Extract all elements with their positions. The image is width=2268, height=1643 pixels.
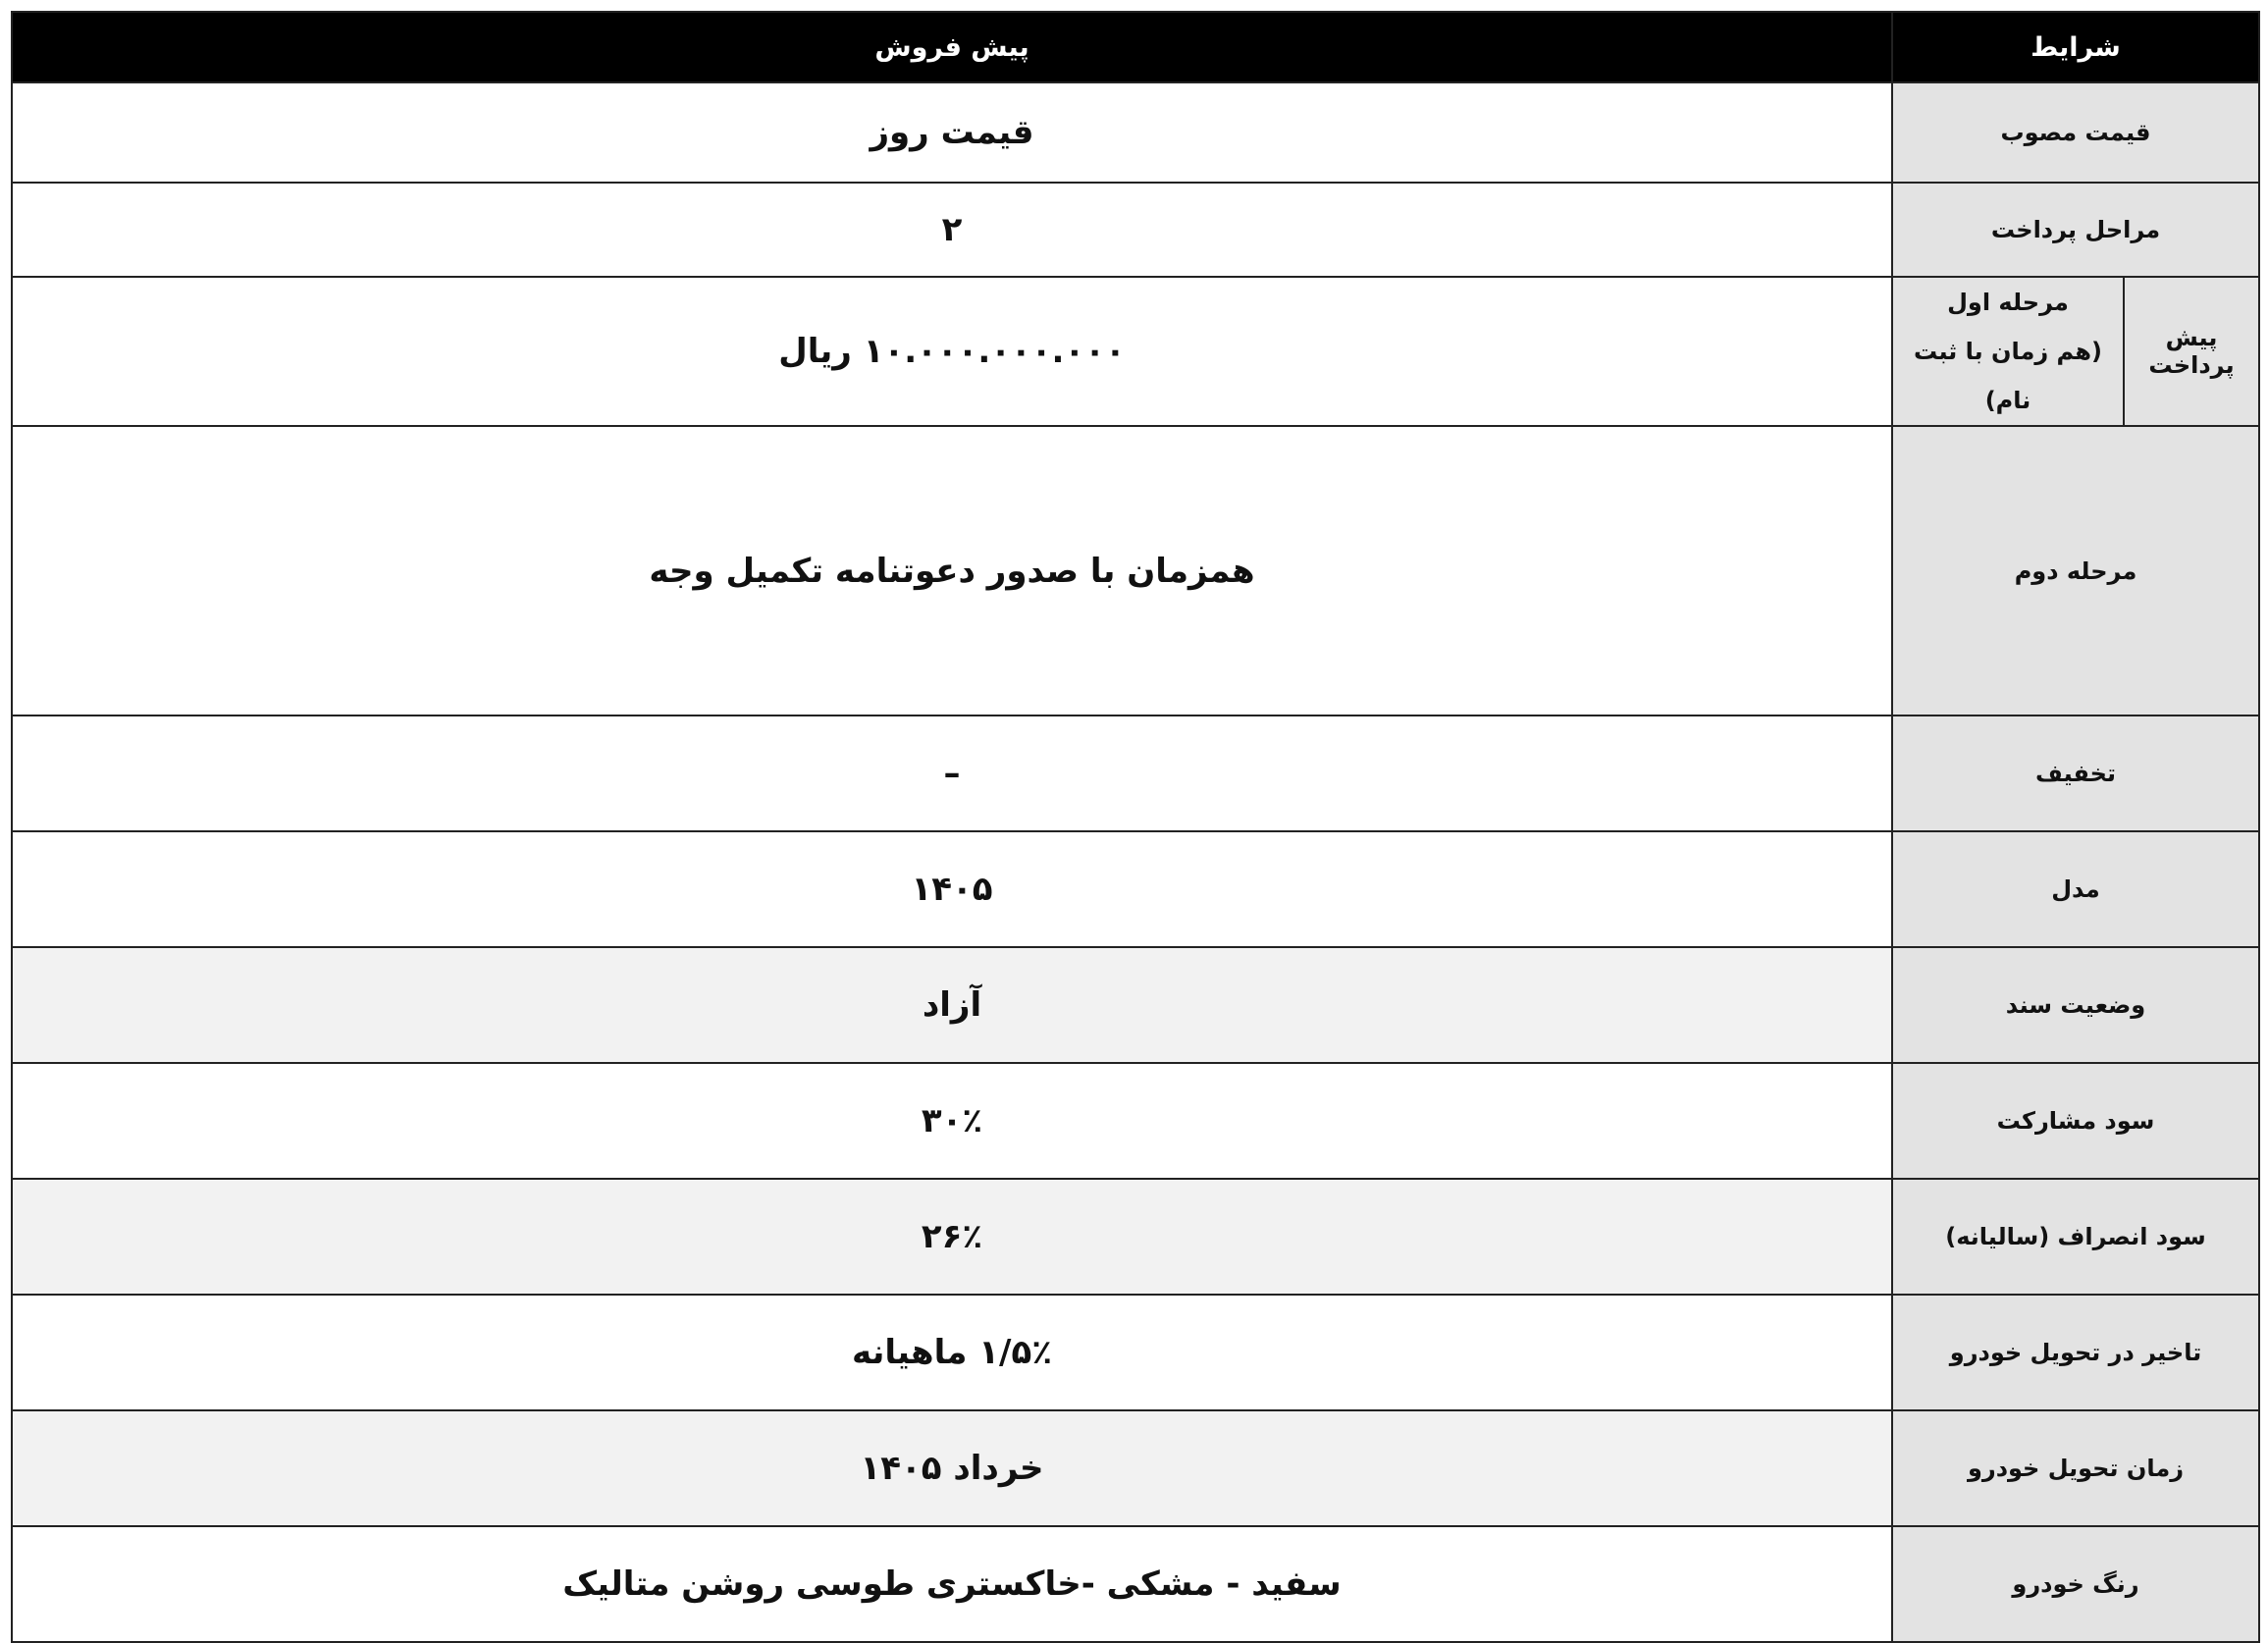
document-status-label: وضعیت سند <box>1892 947 2259 1063</box>
row-model <box>12 831 2259 947</box>
car-color-label: رنگ خودرو <box>1892 1526 2259 1642</box>
approved-price-label: قیمت مصوب <box>1892 82 2259 183</box>
row-approved-price <box>12 82 2259 183</box>
header-conditions: شرایط <box>1892 12 2259 82</box>
first-stage-cell <box>1892 277 2124 426</box>
row-car-color <box>12 1526 2259 1642</box>
first-stage-note: (هم زمان با ثبت نام) <box>1914 338 2102 414</box>
approved-price-value: قیمت روز <box>12 82 1892 183</box>
row-discount <box>12 716 2259 831</box>
participation-profit-label: سود مشارکت <box>1892 1063 2259 1179</box>
row-participation-profit <box>12 1063 2259 1179</box>
sales-conditions-table <box>11 11 2260 1643</box>
discount-value: – <box>12 716 1892 831</box>
row-cancellation-profit <box>12 1179 2259 1295</box>
car-color-value: سفید - مشکی -خاکستری طوسی روشن متالیک <box>12 1526 1892 1642</box>
prepayment-group-label: پیش پرداخت <box>2124 277 2259 426</box>
model-value: ۱۴۰۵ <box>12 831 1892 947</box>
payment-stages-value: ۲ <box>12 183 1892 277</box>
delivery-time-label: زمان تحویل خودرو <box>1892 1410 2259 1526</box>
header-presale: پیش فروش <box>12 12 1892 82</box>
first-stage-label: مرحله اول <box>1947 289 2069 316</box>
row-prepayment <box>12 277 2259 426</box>
delivery-delay-value: ۱/۵٪ ماهیانه <box>12 1295 1892 1410</box>
second-stage-label: مرحله دوم <box>1892 426 2259 716</box>
participation-profit-value: ۳۰٪ <box>12 1063 1892 1179</box>
cancellation-profit-label: سود انصراف (سالیانه) <box>1892 1179 2259 1295</box>
payment-stages-label: مراحل پرداخت <box>1892 183 2259 277</box>
prepayment-value: ۱۰.۰۰۰.۰۰۰.۰۰۰ ریال <box>12 277 1892 426</box>
row-delivery-delay <box>12 1295 2259 1410</box>
document-status-value: آزاد <box>12 947 1892 1063</box>
second-stage-value: همزمان با صدور دعوتنامه تکمیل وجه <box>12 426 1892 716</box>
row-payment-stages <box>12 183 2259 277</box>
row-delivery-time <box>12 1410 2259 1526</box>
header-row <box>12 12 2259 82</box>
discount-label: تخفیف <box>1892 716 2259 831</box>
model-label: مدل <box>1892 831 2259 947</box>
row-document-status <box>12 947 2259 1063</box>
row-second-stage <box>12 426 2259 716</box>
delivery-delay-label: تاخیر در تحویل خودرو <box>1892 1295 2259 1410</box>
delivery-time-value: خرداد ۱۴۰۵ <box>12 1410 1892 1526</box>
cancellation-profit-value: ۲۶٪ <box>12 1179 1892 1295</box>
